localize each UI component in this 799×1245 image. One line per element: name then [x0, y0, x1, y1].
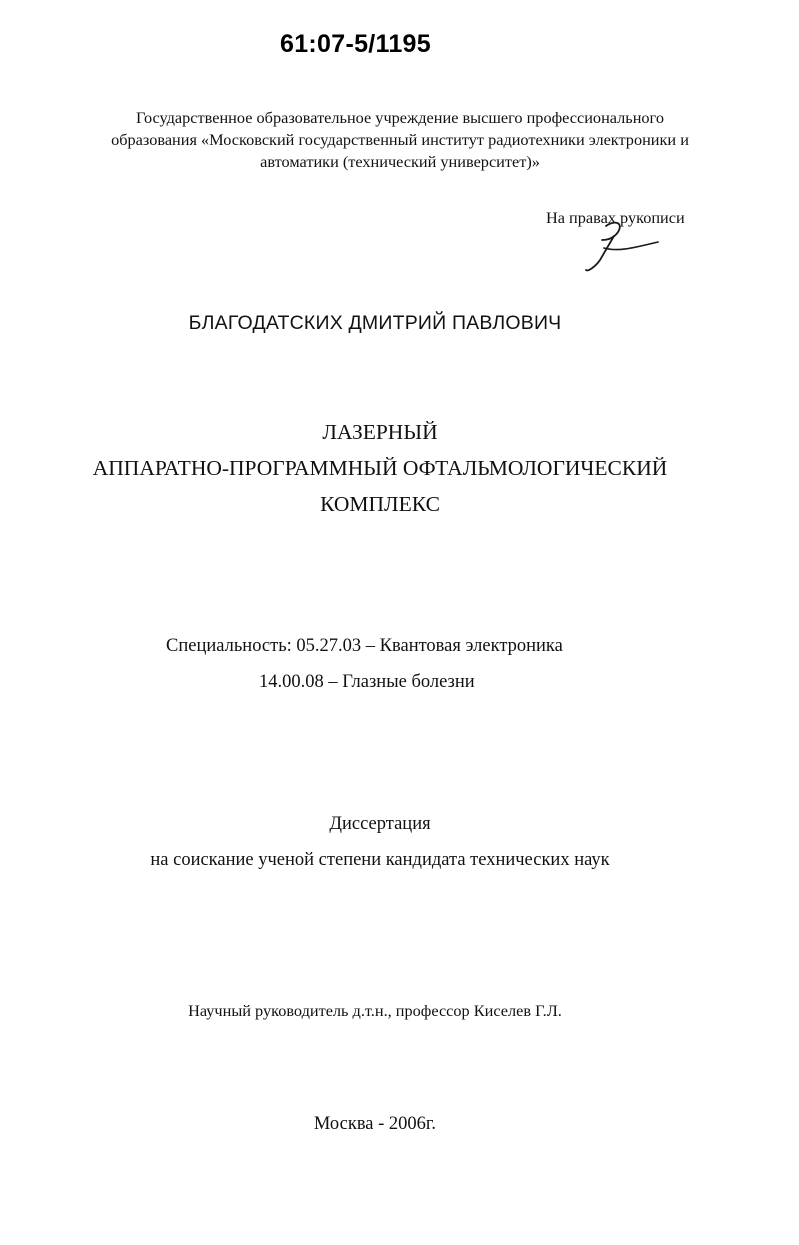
title-line-3: КОМПЛЕКС	[320, 492, 440, 516]
institution-line-3: автоматики (технический университет)»	[260, 152, 540, 171]
institution-line-2: образования «Московский государственный институт радиотехники электроники и	[111, 130, 689, 149]
institution-block	[60, 107, 740, 173]
dissertation-title	[0, 414, 760, 522]
title-line-2: АППАРАТНО-ПРОГРАММНЫЙ ОФТАЛЬМОЛОГИЧЕСКИЙ	[92, 456, 668, 480]
dissertation-type: Диссертация	[329, 814, 431, 834]
specialty-line-1: Специальность: 05.27.03 – Квантовая электроника	[166, 636, 563, 656]
institution-line-1: Государственное образовательное учреждение высшего профессионального	[136, 108, 664, 127]
handwritten-signature	[578, 218, 668, 278]
supervisor-line: Научный руководитель д.т.н., профессор Киселев Г.Л.	[188, 1001, 562, 1020]
specialty-line-2: 14.00.08 – Глазные болезни	[259, 672, 475, 692]
archive-code: 61:07-5/1195	[280, 30, 431, 58]
title-line-1: ЛАЗЕРНЫЙ	[322, 420, 438, 444]
rights-note: На правах рукописи	[546, 208, 685, 227]
dissertation-block	[0, 806, 760, 878]
author-name: БЛАГОДАТСКИХ ДМИТРИЙ ПАВЛОВИЧ	[188, 312, 562, 334]
specialty-block	[166, 628, 563, 700]
place-year: Москва - 2006г.	[313, 1114, 437, 1134]
dissertation-degree: на соискание ученой степени кандидата технических наук	[150, 850, 610, 870]
